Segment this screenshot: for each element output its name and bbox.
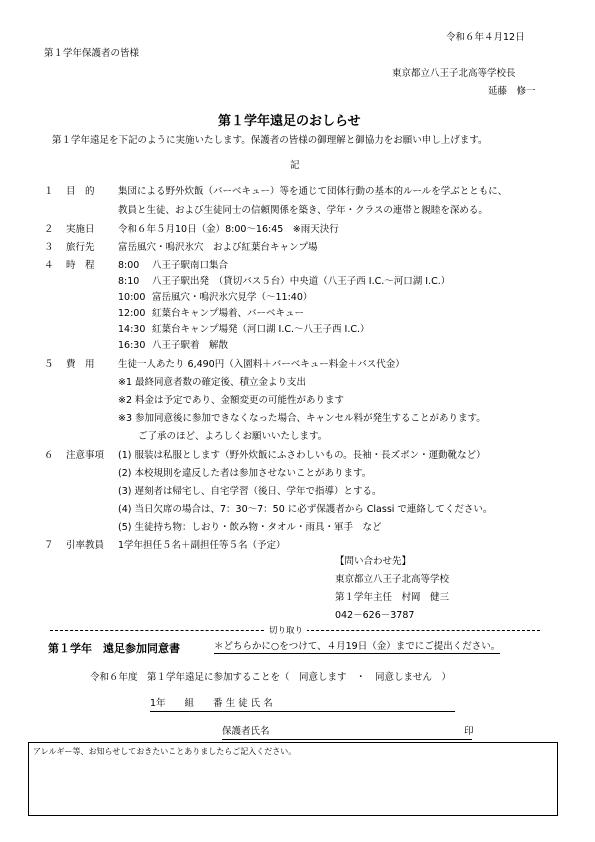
purpose-line: 教員と生徒、および生徒同士の信頼関係を築き、学年・クラスの連帯と親睦を深める。: [118, 205, 488, 216]
item-label-notice: 注意事項: [66, 450, 105, 461]
item-label-purpose: 目 的: [66, 186, 95, 197]
contact-person: 第１学年主任 村岡 健三: [335, 592, 450, 603]
student-name-label: 1年 組 番 生 徒 氏 名: [150, 698, 273, 709]
item-label-teachers: 引率教員: [66, 540, 105, 551]
form-instruction: ＊どちらかに○をつけて、４月19日（金）までにご提出ください。: [214, 641, 501, 652]
schedule-time: 14:30: [118, 324, 146, 335]
schedule-text: 紅葉台キャンプ場発（河口湖 I.C.～八王子西 I.C.）: [152, 324, 370, 335]
school-name: 東京都立八王子北高等学校長: [392, 68, 516, 79]
seal-mark: 印: [464, 726, 474, 737]
destination-text: 富岳風穴・鳴沢氷穴 および紅葉台キャンプ場: [118, 242, 318, 253]
date-text: 令和６年５月10日（金）8:00～16:45 ※雨天決行: [118, 224, 339, 235]
contact-school: 東京都立八王子北高等学校: [335, 574, 450, 585]
schedule-text: 八王子駅出発 （貸切バス５台）中央道（八王子西 I.C.～河口湖 I.C.）: [152, 276, 451, 287]
schedule-text: 富岳風穴・鳴沢氷穴見学（～11:40）: [152, 292, 313, 303]
schedule-time: 12:00: [118, 308, 146, 319]
intro-text: 第１学年遠足を下記のように実施いたします。保護者の皆様の御理解と御協力をお願い申し上げます。: [52, 135, 488, 146]
allergy-box[interactable]: [28, 742, 558, 816]
item-number: ６: [44, 450, 54, 461]
item-label-schedule: 時 程: [66, 260, 95, 271]
contact-heading: 【問い合わせ先】: [335, 556, 412, 567]
teachers-text: 1学年担任５名＋副担任等５名（予定）: [118, 540, 286, 551]
item-label-date: 実施日: [66, 224, 95, 235]
cost-note: ※3 参加同意後に参加できなくなった場合、キャンセル料が発生することがあります。: [118, 413, 486, 424]
schedule-text: 紅葉台キャンプ場着、バーベキュー: [152, 308, 305, 319]
page-title: 第１学年遠足のおしらせ: [218, 114, 361, 129]
notice-row: (2) 本校規則を違反した者は参加させないことがあります。: [118, 468, 372, 479]
addressee: 第１学年保護者の皆様: [44, 48, 140, 59]
schedule-time: 8:00: [118, 260, 140, 271]
principal-name: 延藤 修一: [488, 86, 536, 97]
schedule-text: 八王子駅南口集合: [152, 260, 229, 271]
notice-row: (1) 服装は私服とします（野外炊飯にふさわしいもの。長袖・長ズボン・運動靴など）: [118, 450, 486, 461]
cost-note: ※1 最終同意者数の確定後、積立金より支出: [118, 377, 307, 388]
document-date: 令和６年４月12日: [446, 32, 525, 43]
item-number: ５: [44, 359, 54, 370]
item-number: ３: [44, 242, 54, 253]
item-number: １: [44, 186, 54, 197]
schedule-text: 八王子駅着 解散: [152, 340, 229, 351]
purpose-line: 集団による野外炊飯（バーベキュー）等を通じて団体行動の基本的ルールを学ぶとともに、: [118, 186, 508, 197]
cost-note: ※2 料金は予定であり、金額変更の可能性があります: [118, 395, 345, 406]
item-number: ４: [44, 260, 54, 271]
notice-row: (4) 当日欠席の場合は、7：30～7：50 に必ず保護者から Classi で連絡してください。: [118, 504, 493, 515]
notice-row: (5) 生徒持ち物：しおり・飲み物・タオル・雨具・軍手 など: [118, 522, 382, 533]
schedule-time: 10:00: [118, 292, 146, 303]
contact-phone: 042－626－3787: [335, 610, 415, 621]
notice-row: (3) 遅刻者は帰宅し、自宅学習（後日、学年で指導）とする。: [118, 486, 382, 497]
guardian-name-label: 保護者氏名: [222, 726, 270, 737]
cost-text: 生徒一人あたり 6,490円（入園料＋バーベキュー料金＋バス代金）: [118, 359, 405, 370]
item-label-destination: 旅行先: [66, 242, 95, 253]
schedule-time: 8:10: [118, 276, 140, 287]
schedule-time: 16:30: [118, 340, 146, 351]
allergy-prompt: アレルギー等、お知らせしておきたいことありましたらご記入ください。: [33, 747, 297, 756]
guardian-name-field[interactable]: [222, 739, 472, 740]
cost-request: ご了承のほど、よろしくお願いいたします。: [138, 431, 328, 442]
ki-marker: 記: [290, 160, 300, 171]
consent-statement[interactable]: 令和６年度 第１学年遠足に参加することを（ 同意します ・ 同意しません ）: [90, 672, 452, 683]
student-name-field[interactable]: [150, 711, 455, 712]
form-title: 第１学年 遠足参加同意書: [48, 642, 180, 655]
cut-label: 切り取り: [265, 624, 307, 636]
item-label-cost: 費 用: [66, 359, 95, 370]
item-number: ２: [44, 224, 54, 235]
item-number: ７: [44, 540, 54, 551]
